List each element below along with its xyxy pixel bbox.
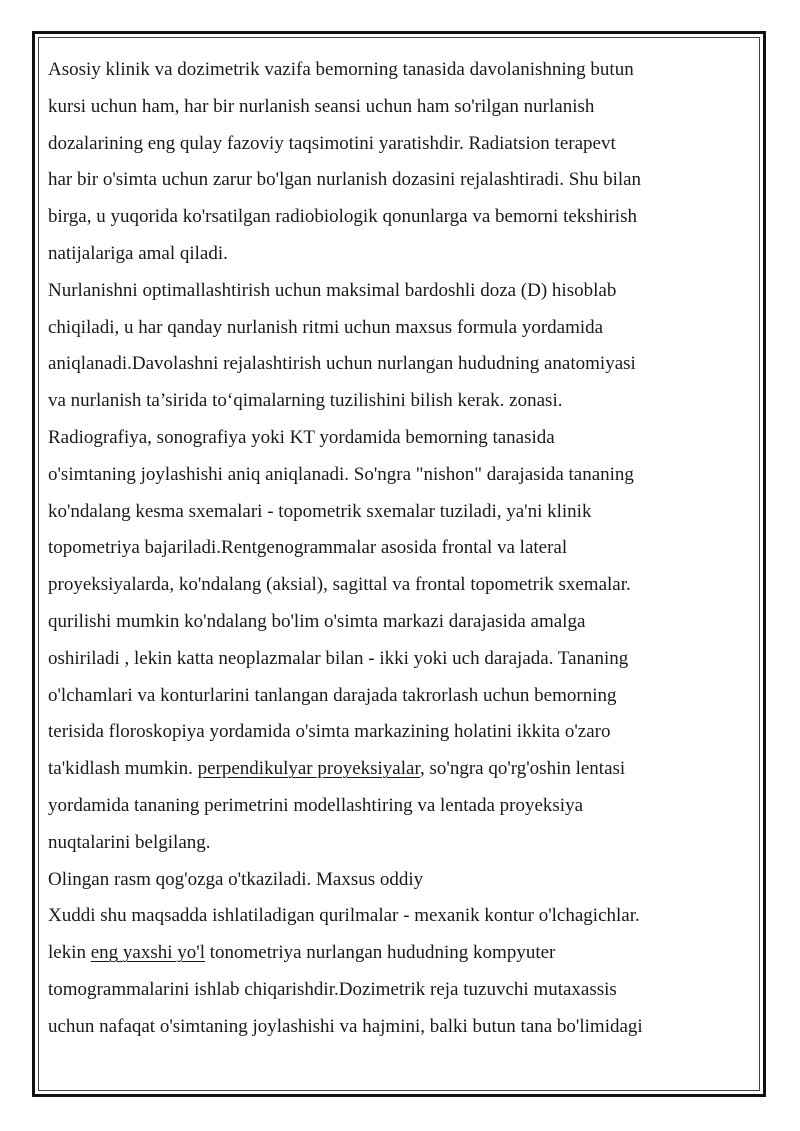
text-line [48, 494, 738, 531]
text-line [48, 346, 738, 383]
text-segment: Radiografiya, sonografiya yoki KT yordamida bemorning tanasida [48, 426, 555, 448]
text-segment: Xuddi shu maqsadda ishlatiladigan qurilmalar - mexanik kontur o'lchagichlar. [48, 905, 640, 927]
text-segment: lekin [48, 942, 91, 964]
text-segment: natijalariga amal qiladi. [48, 242, 228, 264]
text-line [48, 862, 738, 899]
hyperlink[interactable]: eng yaxshi yo'l [90, 942, 205, 964]
text-line [48, 567, 738, 604]
text-line [48, 199, 738, 236]
text-line [48, 935, 738, 972]
text-line [48, 825, 738, 862]
text-line [48, 1009, 738, 1046]
text-segment: aniqlanadi.Davolashni rejalashtirish uchun nurlangan hududning anatomiyasi [48, 353, 636, 375]
text-segment: proyeksiyalarda, ko'ndalang (aksial), sagittal va frontal topometrik sxemalar. [48, 574, 631, 596]
text-segment: va nurlanish ta’sirida to‘qimalarning tuzilishini bilish kerak. zonasi. [48, 390, 563, 412]
text-segment: tomogrammalarini ishlab chiqarishdir.Dozimetrik reja tuzuvchi mutaxassis [48, 978, 617, 1000]
text-segment: qurilishi mumkin ko'ndalang bo'lim o'simta markazi darajasida amalga [48, 610, 586, 632]
text-segment: o'simtaning joylashishi aniq aniqlanadi. So'ngra "nishon" darajasida tananing [48, 463, 634, 485]
text-line [48, 641, 738, 678]
text-segment: Asosiy klinik va dozimetrik vazifa bemorning tanasida davolanishning butun [48, 59, 634, 80]
text-line [48, 751, 738, 788]
text-segment: terisida floroskopiya yordamida o'simta markazining holatini ikkita o'zaro [48, 721, 611, 743]
text-segment: oshiriladi , lekin katta neoplazmalar bilan - ikki yoki uch darajada. Tananing [48, 647, 629, 669]
text-line [48, 126, 738, 163]
text-segment: yordamida tananing perimetrini modellashtiring va lentada proyeksiya [48, 794, 584, 816]
text-line [48, 678, 738, 715]
document-body [48, 52, 738, 1046]
text-segment: o'lchamlari va konturlarini tanlangan darajada takrorlash uchun bemorning [48, 684, 617, 706]
text-segment: tonometriya nurlangan hududning kompyuter [205, 942, 556, 964]
text-line [48, 788, 738, 825]
text-line [48, 52, 738, 89]
text-segment: ko'ndalang kesma sxemalari - topometrik sxemalar tuziladi, ya'ni klinik [48, 500, 592, 522]
text-line [48, 898, 738, 935]
text-segment: har bir o'simta uchun zarur bo'lgan nurlanish dozasini rejalashtiradi. Shu bilan [48, 169, 642, 191]
text-line [48, 89, 738, 126]
text-line [48, 420, 738, 457]
text-segment: , so'ngra qo'rg'oshin lentasi [420, 758, 626, 780]
text-line [48, 714, 738, 751]
text-segment: topometriya bajariladi.Rentgenogrammalar asosida frontal va lateral [48, 537, 568, 559]
text-segment: kursi uchun ham, har bir nurlanish seansi uchun ham so'rilgan nurlanish [48, 95, 595, 117]
text-segment: uchun nafaqat o'simtaning joylashishi va hajmini, balki butun tana bo'limidagi [48, 1015, 643, 1037]
text-segment: nuqtalarini belgilang. [48, 831, 211, 853]
text-line [48, 530, 738, 567]
text-line [48, 273, 738, 310]
text-line [48, 383, 738, 420]
text-segment: Olingan rasm qog'ozga o'tkaziladi. Maxsus oddiy [48, 868, 424, 890]
text-line [48, 236, 738, 273]
text-line [48, 972, 738, 1009]
text-line [48, 162, 738, 199]
text-segment: birga, u yuqorida ko'rsatilgan radiobiologik qonunlarga va bemorni tekshirish [48, 206, 637, 228]
text-segment: chiqiladi, u har qanday nurlanish ritmi uchun maxsus formula yordamida [48, 316, 604, 338]
text-line [48, 457, 738, 494]
text-segment: dozalarining eng qulay fazoviy taqsimotini yaratishdir. Radiatsion terapevt [48, 132, 616, 154]
text-segment: Nurlanishni optimallashtirish uchun maksimal bardoshli doza (D) hisoblab [48, 279, 617, 301]
text-line [48, 604, 738, 641]
text-segment: ta'kidlash mumkin. [48, 758, 198, 780]
hyperlink[interactable]: perpendikulyar proyeksiyalar [197, 758, 421, 780]
text-line [48, 310, 738, 347]
